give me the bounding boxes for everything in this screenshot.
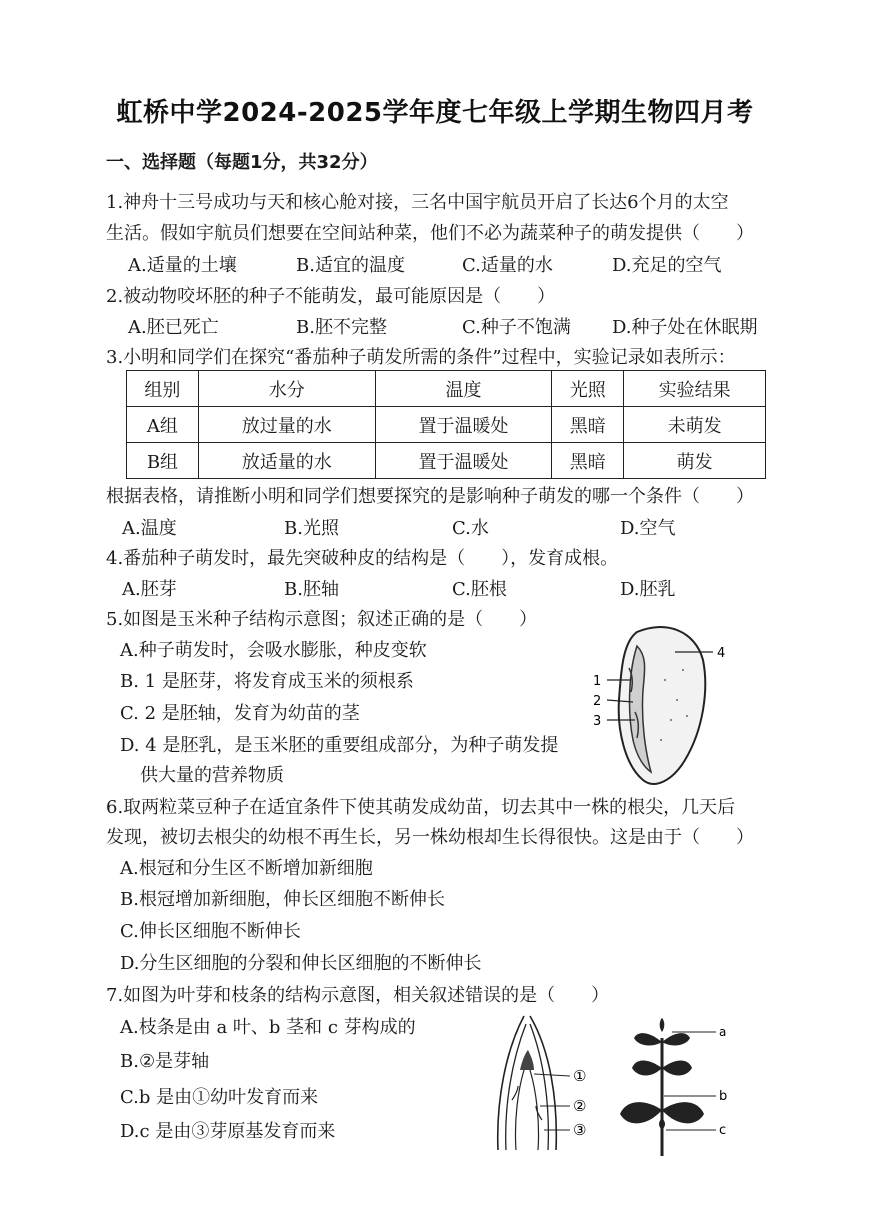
q3-option-a: A.温度: [122, 518, 177, 539]
q6-option-a: A.根冠和分生区不断增加新细胞: [120, 858, 373, 879]
table-cell: 萌发: [624, 443, 766, 479]
q2-option-c: C.种子不饱满: [462, 317, 571, 338]
q3-stem: 3.小明和同学们在探究“番茄种子萌发所需的条件”过程中，实验记录如表所示：: [106, 347, 736, 368]
table-cell: 放适量的水: [198, 443, 375, 479]
q1-option-c: C.适量的水: [462, 255, 553, 276]
seed-label-3: 3: [593, 714, 602, 729]
section-heading: 一、选择题（每题1分，共32分）: [106, 152, 378, 173]
q3-option-b: B.光照: [284, 518, 339, 539]
q5-option-b: B. 1 是胚芽，将发育成玉米的须根系: [120, 671, 414, 692]
q3-option-d: D.空气: [620, 518, 676, 539]
q4-option-b: B.胚轴: [284, 579, 339, 600]
seed-label-2: 2: [593, 694, 602, 709]
q2-option-a: A.胚已死亡: [128, 317, 219, 338]
q4-option-c: C.胚根: [452, 579, 507, 600]
seed-label-1: 1: [593, 674, 602, 689]
q1-option-a: A.适量的土壤: [128, 255, 237, 276]
branch-label-c: c: [719, 1123, 727, 1138]
leaf-bud-figure: [478, 1010, 618, 1160]
experiment-table: [126, 370, 766, 479]
q6-option-c: C.伸长区细胞不断伸长: [120, 921, 301, 942]
q7-stem: 7.如图为叶芽和枝条的结构示意图，相关叙述错误的是（ ）: [106, 985, 610, 1006]
table-cell: 未萌发: [624, 407, 766, 443]
table-cell: A组: [127, 407, 199, 443]
q1-option-d: D.充足的空气: [612, 255, 722, 276]
exam-title: 虹桥中学2024-2025学年度七年级上学期生物四月考: [116, 98, 754, 128]
q4-option-a: A.胚芽: [122, 579, 177, 600]
table-cell: B组: [127, 443, 199, 479]
q3-option-c: C.水: [452, 518, 489, 539]
table-cell: 黑暗: [552, 443, 624, 479]
q2-stem: 2.被动物咬坏胚的种子不能萌发，最可能原因是（ ）: [106, 286, 556, 307]
q2-option-b: B.胚不完整: [296, 317, 387, 338]
bud-label-2: ②: [573, 1097, 587, 1115]
table-cell: 置于温暖处: [375, 443, 552, 479]
table-cell: 置于温暖处: [375, 407, 552, 443]
table-header-cell: 温度: [375, 371, 552, 407]
q7-option-c: C.b 是由①幼叶发育而来: [120, 1087, 319, 1108]
q5-option-d-continued: 供大量的营养物质: [140, 765, 284, 786]
q7-option-d: D.c 是由③芽原基发育而来: [120, 1121, 336, 1142]
table-header-cell: 组别: [127, 371, 199, 407]
bud-label-1: ①: [573, 1067, 587, 1085]
q6-option-d: D.分生区细胞的分裂和伸长区细胞的不断伸长: [120, 953, 482, 974]
q6-option-b: B.根冠增加新细胞，伸长区细胞不断伸长: [120, 889, 445, 910]
table-cell: 放过量的水: [198, 407, 375, 443]
table-cell: 黑暗: [552, 407, 624, 443]
q1-stem-line2: 生活。假如宇航员们想要在空间站种菜，他们不必为蔬菜种子的萌发提供（ ）: [106, 223, 754, 244]
q6-stem-line1: 6.取两粒菜豆种子在适宜条件下使其萌发成幼苗，切去其中一株的根尖，几天后: [106, 797, 736, 818]
growing-point: [520, 1050, 534, 1070]
q6-stem-line2: 发现，被切去根尖的幼根不再生长，另一株幼根却生长得很快。这是由于（ ）: [106, 827, 754, 848]
q7-option-b: B.②是芽轴: [120, 1051, 210, 1072]
seed-label-4: 4: [717, 646, 726, 661]
q1-option-b: B.适宜的温度: [296, 255, 405, 276]
table-row: [127, 407, 766, 443]
q4-option-d: D.胚乳: [620, 579, 676, 600]
branch-label-a: a: [719, 1025, 727, 1039]
q2-option-d: D.种子处在休眠期: [612, 317, 758, 338]
q1-stem-line1: 1.神舟十三号成功与天和核心舱对接，三名中国宇航员开启了长达6个月的太空: [106, 192, 729, 213]
q7-option-a: A.枝条是由 a 叶、b 茎和 c 芽构成的: [120, 1017, 416, 1038]
branch-figure: [612, 1018, 742, 1158]
corn-seed-figure: [585, 620, 755, 800]
table-row: [127, 443, 766, 479]
branch-label-b: b: [719, 1089, 728, 1104]
q3-follow-up: 根据表格，请推断小明和同学们想要探究的是影响种子萌发的哪一个条件（ ）: [106, 486, 754, 507]
q4-stem: 4.番茄种子萌发时，最先突破种皮的结构是（ ），发育成根。: [106, 548, 619, 569]
table-header-cell: 实验结果: [624, 371, 766, 407]
q5-option-a: A.种子萌发时，会吸水膨胀，种皮变软: [120, 640, 427, 661]
q5-option-d: D. 4 是胚乳，是玉米胚的重要组成部分，为种子萌发提: [120, 735, 559, 756]
table-header-cell: 光照: [552, 371, 624, 407]
bud-label-3: ③: [573, 1121, 587, 1139]
table-header-cell: 水分: [198, 371, 375, 407]
q5-stem: 5.如图是玉米种子结构示意图；叙述正确的是（ ）: [106, 609, 538, 630]
table-header-row: [127, 371, 766, 407]
q5-option-c: C. 2 是胚轴，发育为幼苗的茎: [120, 703, 360, 724]
